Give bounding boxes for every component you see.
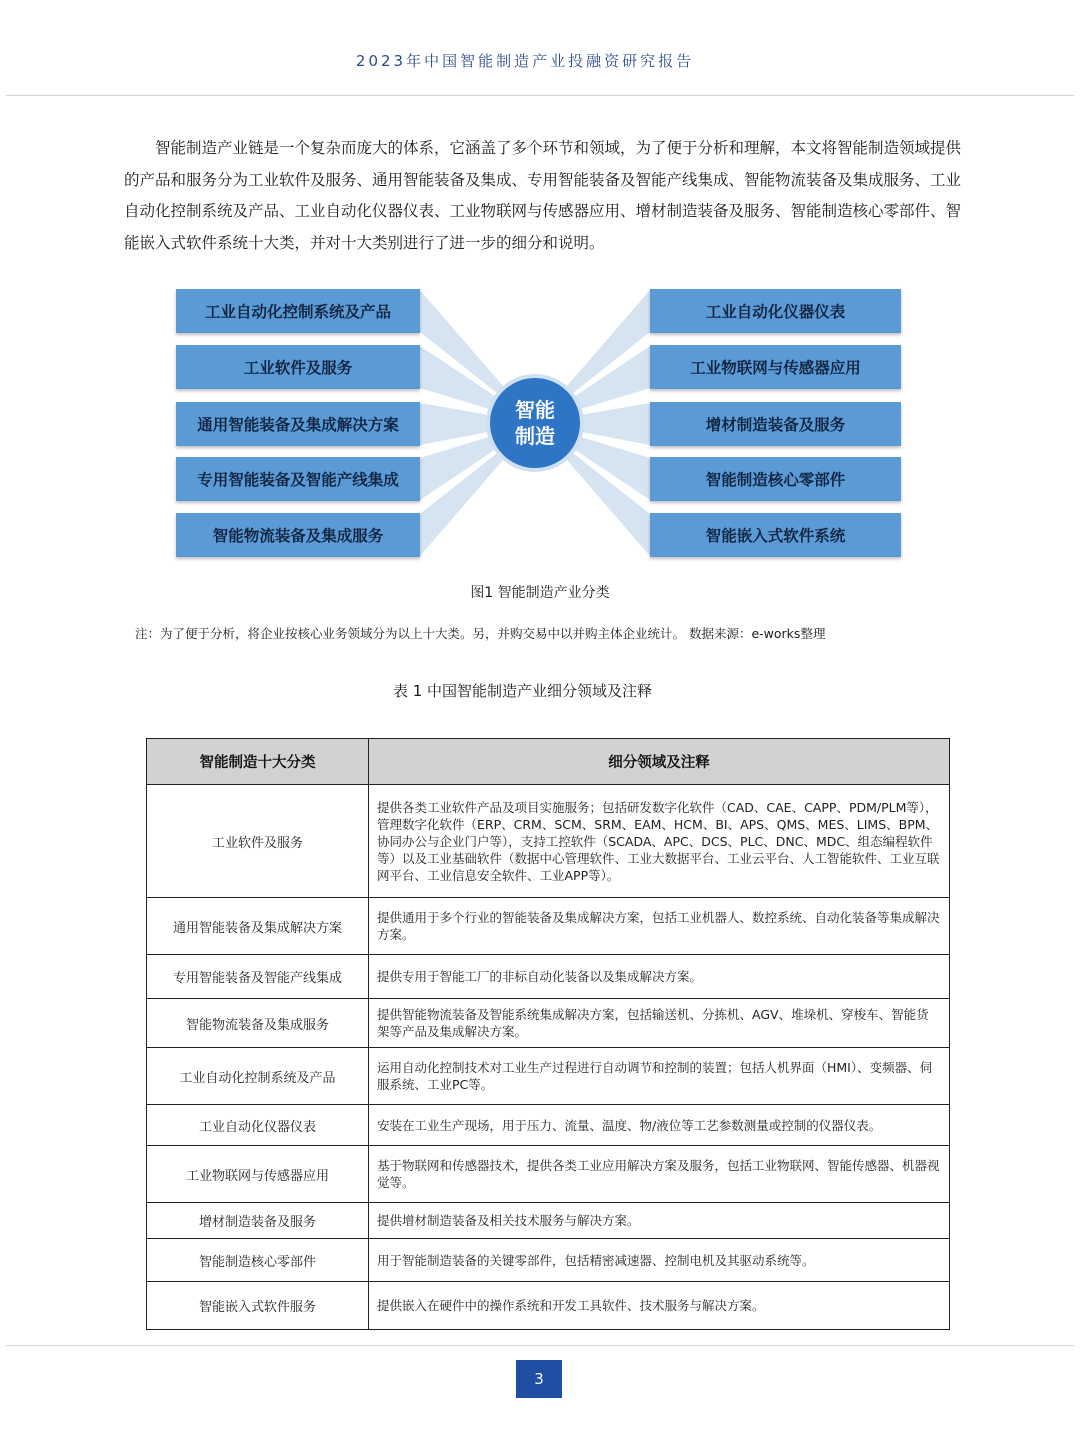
- category-diagram: [0, 280, 1080, 570]
- diagram-right-item: 工业自动化仪器仪表: [650, 289, 901, 333]
- diagram-left-item: 通用智能装备及集成解决方案: [176, 402, 420, 446]
- page-header-title: 2023年中国智能制造产业投融资研究报告: [355, 52, 695, 70]
- diagram-left-item: 工业软件及服务: [176, 345, 420, 389]
- table-header-row: [147, 739, 950, 785]
- table-cell-category: 增材制造装备及服务: [147, 1203, 369, 1239]
- diagram-center-circle: [486, 374, 584, 472]
- table-cell-description: 提供智能物流装备及智能系统集成解决方案，包括输送机、分拣机、AGV、堆垛机、穿梭车、智能货架等产品及集成解决方案。: [369, 999, 950, 1048]
- table-cell-category: 工业自动化仪器仪表: [147, 1105, 369, 1146]
- table-cell-description: 提供增材制造装备及相关技术服务与解决方案。: [369, 1203, 950, 1239]
- figure-note: 注：为了便于分析，将企业按核心业务领域分为以上十大类。另，并购交易中以并购主体企业统计。 数据来源：e-works整理: [135, 626, 826, 641]
- table-row: [147, 999, 950, 1048]
- table-cell-description: 提供各类工业软件产品及项目实施服务；包括研发数字化软件（CAD、CAE、CAPP、PDM/PLM等），管理数字化软件（ERP、CRM、SCM、SRM、EAM、HCM、BI、APS、QMS、MES、LIMS、BPM、协同办公与企业门户等），支持工控软件（SCADA、APC、DCS、PLC、DNC、MDC、组态编程软件等）以及工业基础软件（数据中心管理软件、工业大数据平台、工业云平台、人工智能软件、工业互联网平台、工业信息安全软件、工业APP等）。: [369, 785, 950, 898]
- table-cell-category: 智能物流装备及集成服务: [147, 999, 369, 1048]
- table-cell-category: 工业物联网与传感器应用: [147, 1146, 369, 1203]
- classification-table: [146, 738, 950, 1330]
- table-cell-category: 工业软件及服务: [147, 785, 369, 898]
- footer-divider: [6, 1345, 1074, 1346]
- diagram-right-item: 智能嵌入式软件系统: [650, 513, 901, 557]
- table-cell-category: 专用智能装备及智能产线集成: [147, 955, 369, 999]
- table-row: [147, 1203, 950, 1239]
- table-cell-category: 智能嵌入式软件服务: [147, 1282, 369, 1330]
- table-cell-description: 基于物联网和传感器技术，提供各类工业应用解决方案及服务，包括工业物联网、智能传感器、机器视觉等。: [369, 1146, 950, 1203]
- table-cell-description: 用于智能制造装备的关键零部件，包括精密减速器、控制电机及其驱动系统等。: [369, 1239, 950, 1282]
- table-header-description: 细分领域及注释: [369, 739, 950, 785]
- table-cell-description: 安装在工业生产现场，用于压力、流量、温度、物/液位等工艺参数测量或控制的仪器仪表。: [369, 1105, 950, 1146]
- table-row: [147, 1048, 950, 1105]
- table-caption: 表 1 中国智能制造产业细分领域及注释: [392, 682, 653, 700]
- diagram-left-item: 工业自动化控制系统及产品: [176, 289, 420, 333]
- header-divider: [6, 95, 1074, 96]
- table-cell-description: 运用自动化控制技术对工业生产过程进行自动调节和控制的装置；包括人机界面（HMI）、变频器、伺服系统、工业PC等。: [369, 1048, 950, 1105]
- center-label-line2: 制造: [515, 424, 555, 448]
- intro-paragraph: 智能制造产业链是一个复杂而庞大的体系，它涵盖了多个环节和领域，为了便于分析和理解，本文将智能制造领域提供的产品和服务分为工业软件及服务、通用智能装备及集成、专用智能装备及智能产线集成、智能物流装备及集成服务、工业自动化控制系统及产品、工业自动化仪器仪表、工业物联网与传感器应用、增材制造装备及服务、智能制造核心零部件、智能嵌入式软件系统十大类，并对十大类别进行了进一步的细分和说明。: [124, 139, 962, 252]
- table-row: [147, 1146, 950, 1203]
- table-row: [147, 785, 950, 898]
- figure-caption: 图1 智能制造产业分类: [470, 585, 610, 601]
- diagram-left-item: 智能物流装备及集成服务: [176, 513, 420, 557]
- table-cell-category: 通用智能装备及集成解决方案: [147, 898, 369, 955]
- table-cell-description: 提供专用于智能工厂的非标自动化装备以及集成解决方案。: [369, 955, 950, 999]
- diagram-right-item: 工业物联网与传感器应用: [650, 345, 901, 389]
- table-row: [147, 898, 950, 955]
- table-cell-category: 工业自动化控制系统及产品: [147, 1048, 369, 1105]
- table-cell-description: 提供通用于多个行业的智能装备及集成解决方案，包括工业机器人、数控系统、自动化装备等集成解决方案。: [369, 898, 950, 955]
- center-label-line1: 智能: [515, 398, 555, 422]
- table-row: [147, 1282, 950, 1330]
- table-cell-description: 提供嵌入在硬件中的操作系统和开发工具软件、技术服务与解决方案。: [369, 1282, 950, 1330]
- diagram-right-item: 智能制造核心零部件: [650, 457, 901, 501]
- table-row: [147, 1239, 950, 1282]
- page-number: 3: [516, 1360, 562, 1398]
- table-row: [147, 955, 950, 999]
- diagram-left-item: 专用智能装备及智能产线集成: [176, 457, 420, 501]
- table-cell-category: 智能制造核心零部件: [147, 1239, 369, 1282]
- table-header-category: 智能制造十大分类: [147, 739, 369, 785]
- table-row: [147, 1105, 950, 1146]
- diagram-right-item: 增材制造装备及服务: [650, 402, 901, 446]
